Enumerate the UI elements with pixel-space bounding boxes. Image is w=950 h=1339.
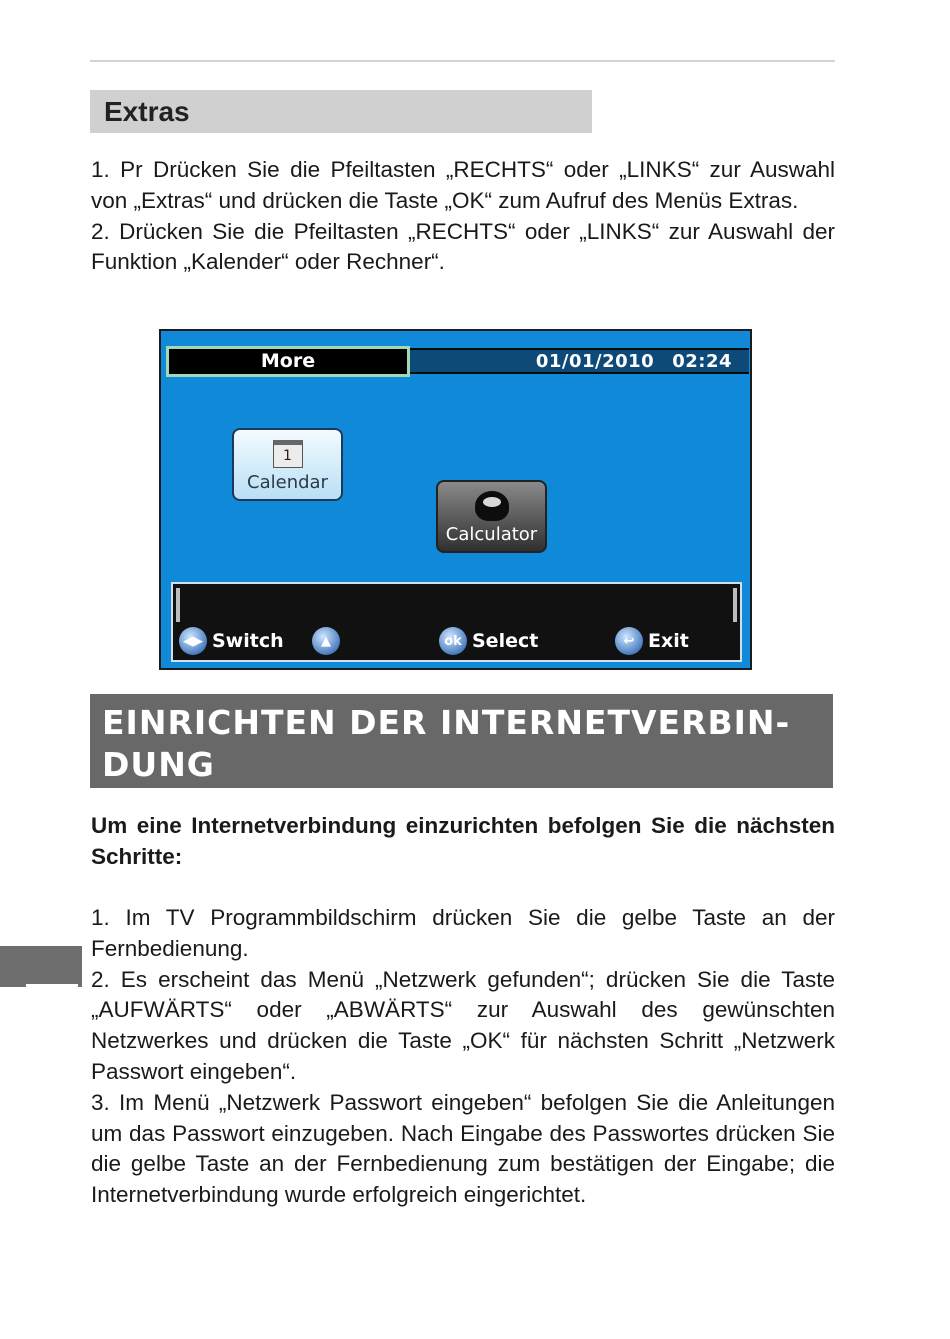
calendar-icon: 1 [273,440,303,468]
calendar-label: Calendar [247,472,328,493]
left-right-icon: ◀▶ [179,627,207,655]
internet-heading-line-1: EINRICHTEN DER INTERNETVERBIN- [102,703,791,742]
internet-step-1: 1. Im TV Programmbildschirm drücken Sie die gelbe Taste an der Fernbedienung. [91,905,835,961]
hint-select [439,626,538,656]
calendar-button[interactable] [232,428,343,501]
extras-heading: Extras [90,90,592,133]
extras-step-2: 2. Drücken Sie die Pfeiltasten „RECHTS“ oder „LINKS“ zur Auswahl der Funktion „Kalender“ oder Rechner“. [91,218,835,275]
internet-step-3: 3. Im Menü „Netzwerk Passwort eingeben“ befolgen Sie die Anleitungen um das Passwort einzugeben. Nach Eingabe des Passwortes drücken Sie die gelbe Taste an der Fernbedienung zum bestätigen der Eingabe; die Internetverbindung wurde erfolgreich eingerichtet. [91,1089,835,1208]
exit-icon: ↩ [615,627,643,655]
internet-lead-text: Um eine Internetverbindung einzurichten befolgen Sie die nächsten Schritte: [91,813,835,869]
top-divider [90,60,835,62]
calculator-button[interactable] [436,480,547,553]
extras-step-1: 1. Pr Drücken Sie die Pfeiltasten „RECHTS“ oder „LINKS“ zur Auswahl von „Extras“ und drücken die Taste „OK“ zum Aufruf des Menüs Extras. [91,157,835,213]
scrollbar-left [176,588,180,622]
hint-exit [615,626,689,656]
scrollbar-right [733,588,737,622]
hint-exit-label: Exit [648,630,689,652]
extras-instructions [91,155,835,278]
tv-time: 02:24 [672,351,732,372]
internet-step-2: 2. Es erscheint das Menü „Netzwerk gefunden“; drücken Sie die Taste „AUFWÄRTS“ oder „ABWÄRTS“ zur Auswahl des gewünschten Netzwerkes und drücken die Taste „OK“ für nächsten Schritt „Netzwerk Passwort eingeben“. [91,966,835,1084]
hint-select-label: Select [472,630,539,652]
hint-switch-label: Switch [212,630,284,652]
calculator-icon [475,491,509,521]
tv-menu-title: More [166,346,410,377]
hint-navigate [312,626,345,656]
tv-key-hints [173,626,740,656]
internet-heading-line-2: DUNG [102,745,215,784]
page-side-tab-line [26,984,78,987]
internet-steps [91,903,835,1211]
tv-footer-panel [171,582,742,662]
hint-switch [179,626,284,656]
up-down-icon: ▲ [312,627,340,655]
ok-icon: ok [439,627,467,655]
internet-lead [91,811,835,873]
internet-setup-heading [90,694,833,788]
page-side-tab [0,946,82,987]
tv-date: 01/01/2010 [535,351,655,372]
tv-datetime [536,351,732,373]
calculator-label: Calculator [445,524,538,545]
tv-screen-more-menu [159,329,752,670]
